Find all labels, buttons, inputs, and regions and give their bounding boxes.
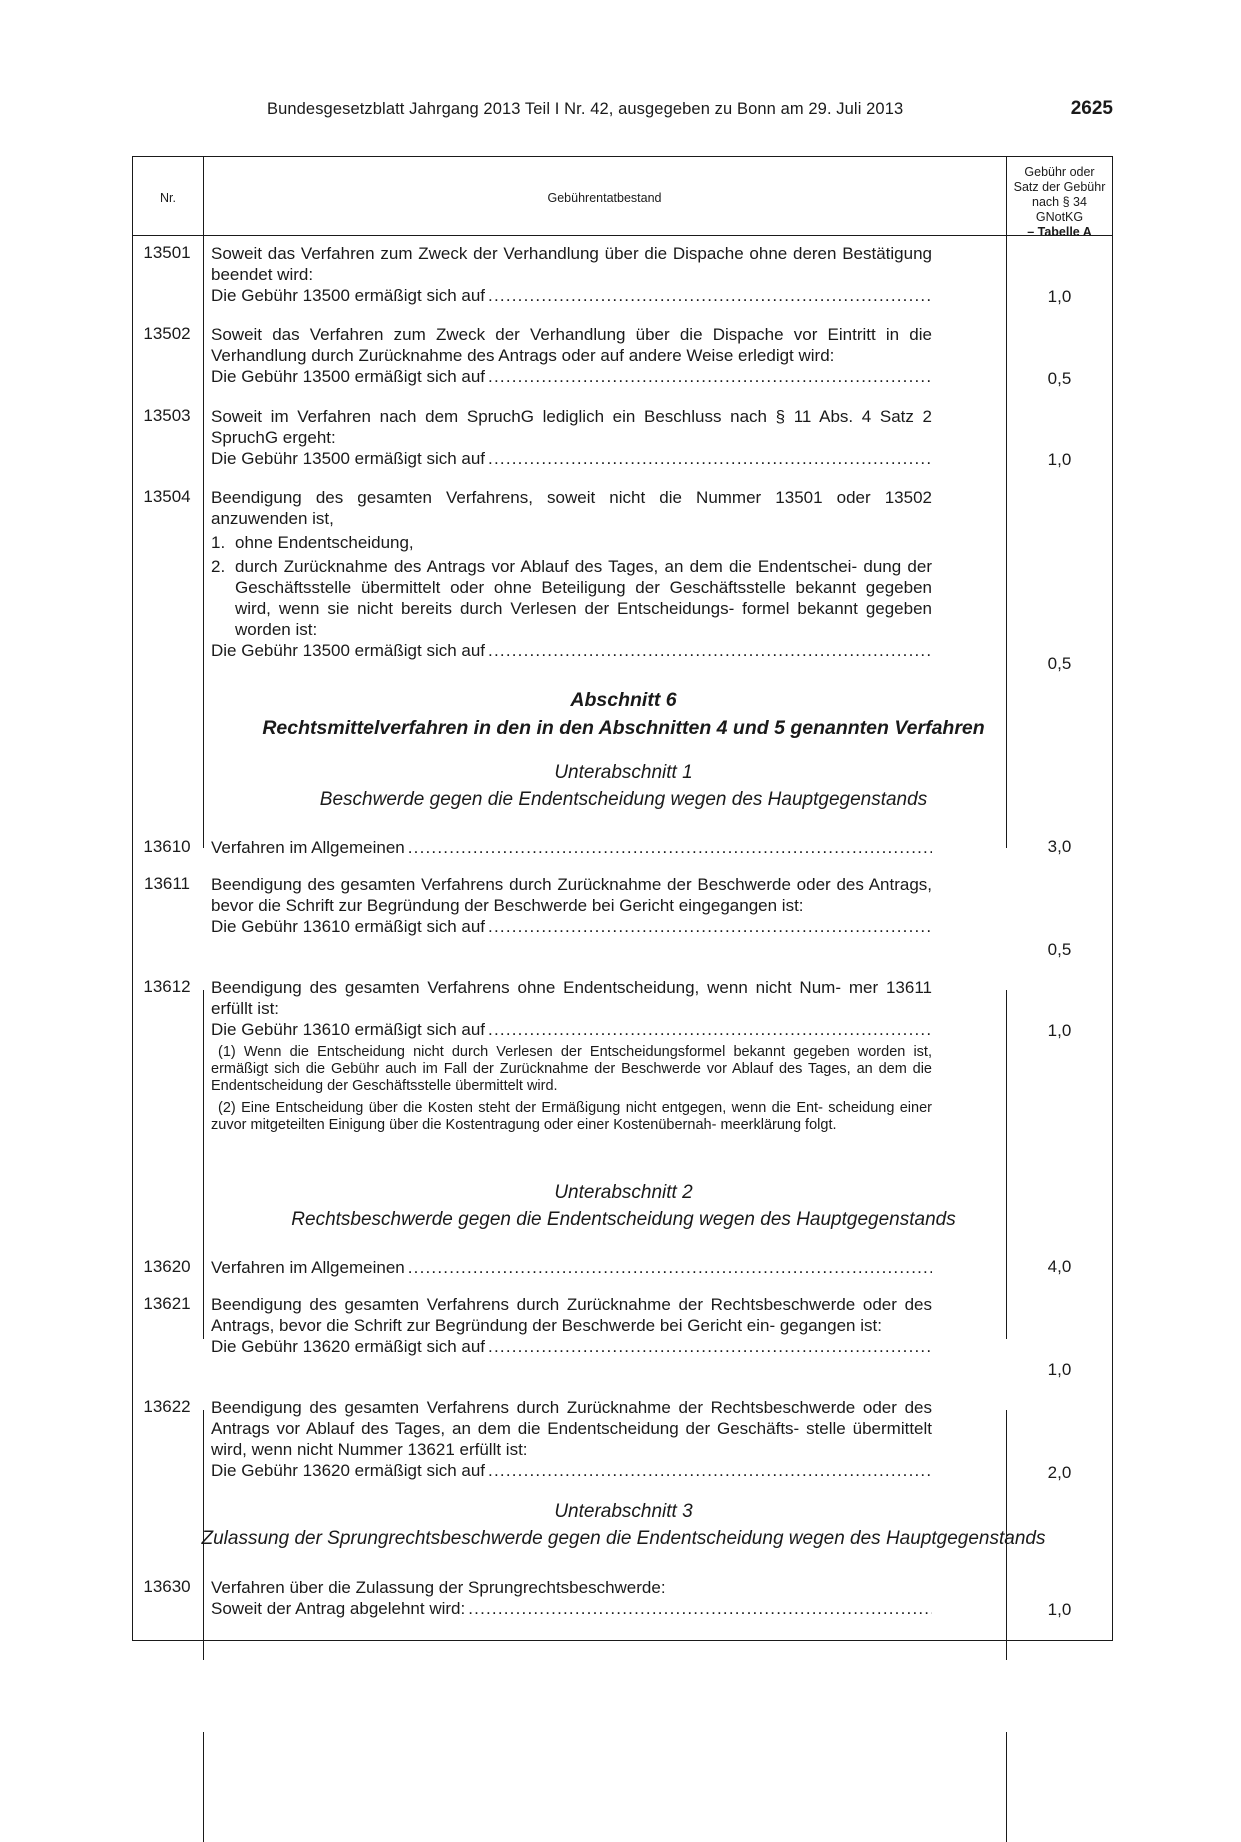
row-text: Beendigung des gesamten Verfahrens durch Zurücknahme der Rechtsbeschwerde oder des Antrags vor Ablauf des Tages, an dem die Endentscheidung der Geschäfts- stelle übermittelt wird, wenn nicht Nummer 13621 erfüllt ist: bbox=[211, 1398, 932, 1459]
row-text: Beendigung des gesamten Verfahrens, soweit nicht die Nummer 13501 oder 13502 anzuwenden ist, bbox=[211, 488, 932, 528]
page-number: 2625 bbox=[1070, 98, 1113, 119]
dotted-label: Die Gebühr 13620 ermäßigt sich auf bbox=[211, 1461, 486, 1480]
row-fee: 3,0 bbox=[1047, 837, 1072, 856]
dotted-line bbox=[211, 837, 932, 858]
leader-dots bbox=[468, 1598, 932, 1619]
leader-dots bbox=[488, 1460, 932, 1481]
row-description bbox=[211, 977, 932, 1134]
note-text: (1) Wenn die Entscheidung nicht durch Verlesen der Entscheidungsformel bekannt gegeben worden ist, ermäßigt sich die Gebühr auch im Fall der Zurücknahme der Beschwerde vor Ablauf des Tages, an dem die Endentscheidung der Geschäftsstelle übermittelt wird. bbox=[211, 1044, 932, 1094]
row-fee: 0,5 bbox=[1047, 940, 1072, 959]
subsection-heading: Unterabschnitt 2 bbox=[554, 1182, 693, 1203]
row-number: 13501 bbox=[143, 243, 191, 262]
header-nr: Nr. bbox=[160, 191, 176, 205]
dotted-label: Die Gebühr 13610 ermäßigt sich auf bbox=[211, 917, 486, 936]
column-divider bbox=[1006, 1732, 1007, 1842]
column-divider bbox=[1006, 236, 1007, 848]
dotted-line bbox=[211, 448, 932, 469]
leader-dots bbox=[488, 640, 932, 661]
row-fee: 1,0 bbox=[1047, 1600, 1072, 1619]
row-number: 13610 bbox=[143, 837, 191, 856]
dotted-label: Die Gebühr 13610 ermäßigt sich auf bbox=[211, 1020, 486, 1039]
dotted-line bbox=[211, 285, 932, 306]
list-text: durch Zurücknahme des Antrags vor Ablauf des Tages, an dem die Endentschei- dung der Geschäftsstelle übermittelt oder ohne Beteiligung der Geschäftsstelle bekannt gegeben wird, wenn sie nicht bereits durch Verlesen der Entscheidungs- formel bekannt gegeben worden ist: bbox=[235, 557, 932, 639]
dotted-line bbox=[211, 1598, 932, 1619]
header-fee bbox=[1007, 165, 1112, 240]
row-text: Soweit im Verfahren nach dem SpruchG lediglich ein Beschluss nach § 11 Abs. 4 Satz 2 SpruchG ergeht: bbox=[211, 407, 932, 447]
section-heading: Abschnitt 6 bbox=[570, 689, 677, 711]
row-text: Soweit das Verfahren zum Zweck der Verhandlung über die Dispache vor Eintritt in die Verhandlung durch Zurücknahme des Antrags oder auf andere Weise erledigt wird: bbox=[211, 325, 932, 365]
leader-dots bbox=[488, 1019, 932, 1040]
section-title: Rechtsmittelverfahren in den in den Abschnitten 4 und 5 genannten Verfahren bbox=[262, 717, 985, 739]
leader-dots bbox=[488, 1336, 932, 1357]
dotted-label: Verfahren im Allgemeinen bbox=[211, 1258, 405, 1277]
page-header bbox=[0, 100, 1113, 126]
column-divider bbox=[203, 1732, 204, 1842]
table-header bbox=[133, 157, 1112, 239]
dotted-label: Soweit der Antrag abgelehnt wird: bbox=[211, 1599, 466, 1618]
header-fee-line2: Satz der Gebühr bbox=[1013, 180, 1106, 194]
row-number: 13504 bbox=[143, 487, 191, 506]
row-description bbox=[211, 837, 932, 858]
row-text: Soweit das Verfahren zum Zweck der Verhandlung über die Dispache ohne deren Bestätigung beendet wird: bbox=[211, 244, 932, 284]
leader-dots bbox=[408, 837, 932, 858]
row-fee: 1,0 bbox=[1047, 450, 1072, 469]
row-fee: 1,0 bbox=[1047, 1021, 1072, 1040]
dotted-label: Die Gebühr 13620 ermäßigt sich auf bbox=[211, 1337, 486, 1356]
list-item bbox=[211, 556, 932, 640]
row-number: 13630 bbox=[143, 1577, 191, 1596]
row-description bbox=[211, 1257, 932, 1278]
row-fee: 2,0 bbox=[1047, 1463, 1072, 1482]
header-divider bbox=[203, 157, 204, 236]
leader-dots bbox=[408, 1257, 932, 1278]
row-description bbox=[211, 243, 932, 306]
dotted-line bbox=[211, 1460, 932, 1481]
dotted-line bbox=[211, 366, 932, 387]
header-fee-line4: – Tabelle A bbox=[1027, 225, 1092, 239]
row-description bbox=[211, 487, 932, 661]
dotted-line bbox=[211, 916, 932, 937]
leader-dots bbox=[488, 366, 932, 387]
header-fee-line3: nach § 34 GNotKG bbox=[1032, 195, 1087, 224]
subsection-heading: Unterabschnitt 3 bbox=[554, 1501, 693, 1522]
dotted-label: Die Gebühr 13500 ermäßigt sich auf bbox=[211, 286, 486, 305]
dotted-label: Verfahren im Allgemeinen bbox=[211, 838, 405, 857]
row-text: Beendigung des gesamten Verfahrens durch Zurücknahme der Rechtsbeschwerde oder des Antrags, bevor die Schrift zur Begründung der Beschwerde bei Gericht ein- gegangen ist: bbox=[211, 1295, 932, 1335]
header-description: Gebührentatbestand bbox=[547, 191, 662, 205]
row-text: Beendigung des gesamten Verfahrens durch Zurücknahme der Beschwerde oder des Antrags, bevor die Schrift zur Begründung der Beschwerde bei Gericht eingegangen ist: bbox=[211, 875, 932, 915]
column-divider bbox=[203, 236, 204, 848]
dotted-label: Die Gebühr 13500 ermäßigt sich auf bbox=[211, 367, 486, 386]
list-number: 2. bbox=[211, 557, 226, 576]
row-description bbox=[211, 406, 932, 469]
list-item bbox=[211, 532, 932, 553]
row-text: Beendigung des gesamten Verfahrens ohne Endentscheidung, wenn nicht Num- mer 13611 erfüllt ist: bbox=[211, 978, 932, 1018]
header-text: Bundesgesetzblatt Jahrgang 2013 Teil I Nr. 42, ausgegeben zu Bonn am 29. Juli 2013 bbox=[267, 100, 904, 118]
subsection-title: Beschwerde gegen die Endentscheidung wegen des Hauptgegenstands bbox=[319, 789, 928, 810]
column-divider bbox=[1006, 990, 1007, 1339]
leader-dots bbox=[488, 285, 932, 306]
row-fee: 1,0 bbox=[1047, 287, 1072, 306]
header-divider bbox=[1006, 157, 1007, 236]
row-number: 13503 bbox=[143, 406, 191, 425]
header-fee-line1: Gebühr oder bbox=[1024, 165, 1095, 179]
note-text: (2) Eine Entscheidung über die Kosten steht der Ermäßigung nicht entgegen, wenn die Ent- scheidung einer zuvor mitgeteilten Einigung über die Kostentragung oder einer Kostenübernah- meerklärung folgt. bbox=[211, 1100, 932, 1133]
row-description bbox=[211, 324, 932, 387]
row-fee: 4,0 bbox=[1047, 1257, 1072, 1276]
row-fee: 0,5 bbox=[1047, 369, 1072, 388]
dotted-label: Die Gebühr 13500 ermäßigt sich auf bbox=[211, 449, 486, 468]
dotted-line bbox=[211, 1257, 932, 1278]
list-number: 1. bbox=[211, 533, 226, 552]
subsection-title: Zulassung der Sprungrechtsbeschwerde gegen die Endentscheidung wegen des Hauptgegenstands bbox=[201, 1528, 1046, 1549]
fee-table bbox=[132, 156, 1113, 1641]
row-number: 13502 bbox=[143, 324, 191, 343]
row-fee: 1,0 bbox=[1047, 1360, 1072, 1379]
row-description bbox=[211, 874, 932, 937]
row-number: 13622 bbox=[143, 1397, 191, 1416]
dotted-line bbox=[211, 1336, 932, 1357]
dotted-label: Die Gebühr 13500 ermäßigt sich auf bbox=[211, 641, 486, 660]
row-description bbox=[211, 1397, 932, 1481]
dotted-line bbox=[211, 1019, 932, 1040]
row-number: 13621 bbox=[143, 1294, 191, 1313]
dotted-line bbox=[211, 640, 932, 661]
row-text: Verfahren über die Zulassung der Sprungrechtsbeschwerde: bbox=[211, 1578, 666, 1597]
column-divider bbox=[203, 990, 204, 1339]
row-description bbox=[211, 1294, 932, 1357]
row-fee: 0,5 bbox=[1047, 654, 1072, 673]
subsection-heading: Unterabschnitt 1 bbox=[554, 762, 693, 783]
row-number: 13611 bbox=[143, 874, 190, 893]
row-number: 13620 bbox=[143, 1257, 191, 1276]
row-number: 13612 bbox=[143, 977, 191, 996]
subsection-title: Rechtsbeschwerde gegen die Endentscheidung wegen des Hauptgegenstands bbox=[291, 1209, 956, 1230]
leader-dots bbox=[488, 448, 932, 469]
list-text: ohne Endentscheidung, bbox=[235, 533, 414, 552]
leader-dots bbox=[488, 916, 932, 937]
row-description bbox=[211, 1577, 932, 1619]
